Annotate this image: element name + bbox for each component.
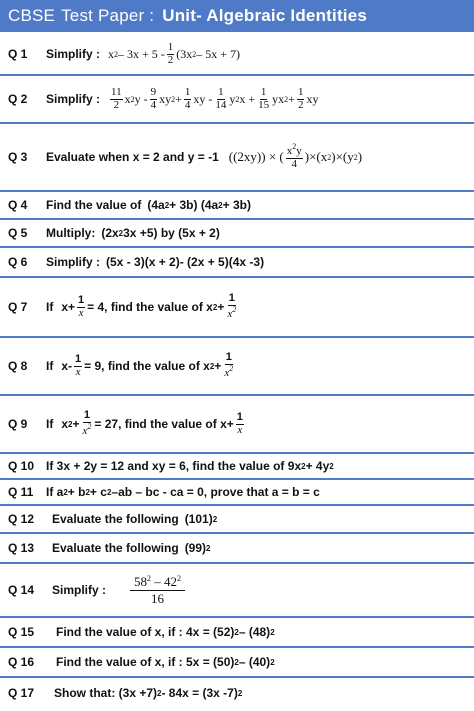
- question-expression: x- $\frac{1}{x}$ = 9, find the value of x 2 + $\frac{1}{x^2}$: [61, 351, 234, 379]
- question-number: Q 10: [8, 459, 35, 473]
- question-number: Q 6: [8, 255, 28, 269]
- title-prefix: Test Paper :: [61, 6, 155, 25]
- question-expression: (2x 2 3x +5) by (5x + 2): [101, 226, 220, 240]
- question-text: If a 2 + b 2 + c 2 –ab – bc - ca = 0, prove that a = b = c: [46, 485, 320, 499]
- question-expression: $\frac{58^2 - 42^2}{16}$: [128, 574, 187, 606]
- question-9: [0, 396, 474, 454]
- question-number: Q 2: [8, 92, 28, 106]
- question-text: If 3x + 2y = 12 and xy = 6, find the value of 9x 2 + 4y 2: [46, 459, 334, 473]
- question-number: Q 9: [8, 417, 28, 431]
- question-number: Q 13: [8, 541, 35, 555]
- question-number: Q 17: [8, 686, 35, 700]
- question-8: [0, 338, 474, 396]
- question-5: [0, 220, 474, 248]
- question-12: [0, 506, 474, 534]
- question-text: Find the value of x, if : 5x = (50) 2 – (40) 2: [56, 655, 275, 669]
- question-text: Show that: (3x +7) 2 - 84x = (3x -7) 2: [54, 686, 243, 700]
- question-expression: ((2xy)) × ( $\frac{x^2y}{4}$ )× (x 2 )× (y 2 ): [228, 142, 363, 170]
- question-number: Q 14: [8, 583, 35, 597]
- question-expression: x 2 – 3x + 5 - $\frac{1}{2}$ (3x 2 – 5x + 7): [108, 40, 241, 66]
- question-text: Find the value of x, if : 4x = (52) 2 – (48) 2: [56, 625, 275, 639]
- question-1: [0, 34, 474, 76]
- paper-header: [0, 0, 474, 32]
- question-label: Simplify :: [46, 92, 101, 106]
- question-number: Q 5: [8, 226, 28, 240]
- paper-title: Unit- Algebraic Identities: [162, 6, 368, 25]
- question-label: Find the value of: [46, 198, 142, 212]
- question-number: Q 15: [8, 625, 35, 639]
- question-label: Simplify :: [52, 583, 107, 597]
- question-label: Evaluate the following: [52, 512, 179, 526]
- question-expression: (99) 2: [184, 541, 211, 555]
- question-15: [0, 618, 474, 648]
- question-number: Q 7: [8, 300, 28, 314]
- question-label: If: [46, 300, 54, 314]
- question-label: Evaluate the following: [52, 541, 179, 555]
- question-label: If: [46, 417, 54, 431]
- question-14: [0, 564, 474, 618]
- question-number: Q 16: [8, 655, 35, 669]
- question-6: [0, 248, 474, 278]
- question-expression: x 2 + $\frac{1}{x^2}$ = 27, find the value of x+ $\frac{1}{x}$: [61, 409, 243, 437]
- question-expression: (101) 2: [184, 512, 218, 526]
- question-number: Q 12: [8, 512, 35, 526]
- question-17: [0, 678, 474, 708]
- question-list: [0, 34, 474, 711]
- question-number: Q 8: [8, 359, 28, 373]
- question-expression: x+ $\frac{1}{x}$ = 4, find the value of x 2 + $\frac{1}{x^2}$: [61, 292, 237, 320]
- question-number: Q 1: [8, 47, 28, 61]
- question-2: [0, 76, 474, 124]
- question-16: [0, 648, 474, 678]
- question-expression: (4a 2 + 3b) (4a 2 + 3b): [147, 198, 251, 212]
- question-label: Simplify :: [46, 255, 101, 269]
- question-label: Evaluate when x = 2 and y = -1: [46, 150, 219, 164]
- question-label: Multiply:: [46, 226, 96, 240]
- question-7: [0, 278, 474, 338]
- question-4: [0, 192, 474, 220]
- question-number: Q 11: [8, 485, 34, 499]
- question-13: [0, 534, 474, 564]
- question-number: Q 3: [8, 150, 28, 164]
- question-number: Q 4: [8, 198, 28, 212]
- question-expression: $\frac{11}{2}$ x 2 y - $\frac{9}{4}$ xy 2 + $\frac{1}{4}$ xy - $\frac{1}{14}$ y 2 x + $\frac{1}{15}$ yx 2 + $\frac{1}{2}$ xy: [111, 85, 319, 111]
- question-label: Simplify :: [46, 47, 101, 61]
- question-11: [0, 480, 474, 506]
- board-name: CBSE: [8, 6, 56, 25]
- question-expression: (5x - 3)(x + 2)- (2x + 5)(4x -3): [106, 255, 265, 269]
- question-label: If: [46, 359, 54, 373]
- question-10: [0, 454, 474, 480]
- question-3: [0, 124, 474, 192]
